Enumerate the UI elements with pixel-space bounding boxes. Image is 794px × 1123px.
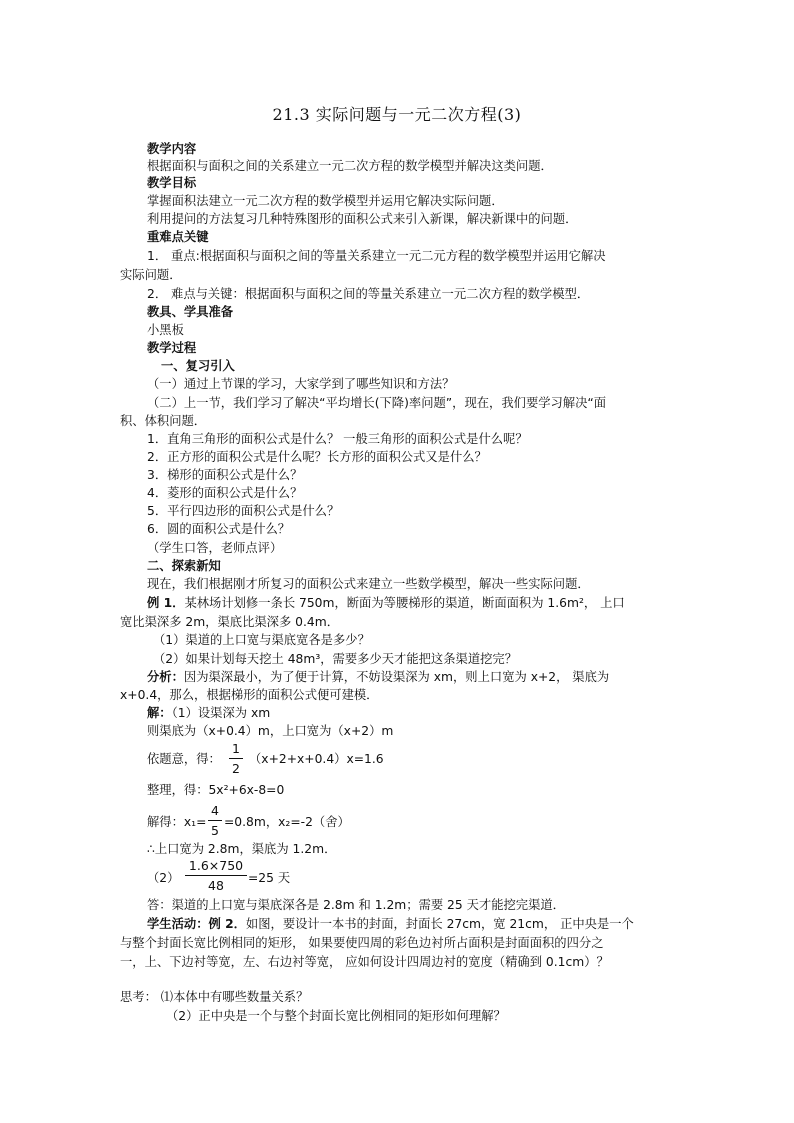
solution-label: 解： <box>147 706 172 720</box>
solution-line-5-pre: 解得：x₁= <box>147 815 207 829</box>
analysis-text-a: 因为渠深最小，为了便于计算，不妨设渠深为 xm，则上口宽为 x+2， 渠底为 <box>183 670 610 684</box>
example-1-question-1: （1）渠道的上口宽与渠底宽各是多少？ <box>153 633 370 647</box>
activity-text-a: 如图，要设计一本书的封面，封面长 27cm，宽 21cm， 正中央是一个 <box>245 917 634 931</box>
fraction-days <box>185 858 247 894</box>
tools-text: 小黑板 <box>147 323 184 337</box>
key-line-2: 2． 难点与关键：根据面积与面积之间的等量关系建立一元二次方程的数学模型． <box>147 287 590 301</box>
example-1-line-a <box>147 595 625 611</box>
solution-line-3-pre: 依题意，得： <box>147 752 221 766</box>
question-2: 2．正方形的面积公式是什么呢？长方形的面积公式又是什么？ <box>147 450 487 464</box>
fraction-denominator: 5 <box>211 823 219 838</box>
heading-review: 一、复习引入 <box>161 359 235 373</box>
example-1-label: 例 1． <box>147 596 185 610</box>
heading-tools: 教具、学具准备 <box>147 305 234 319</box>
heading-process: 教学过程 <box>147 341 197 355</box>
fraction-four-fifths <box>208 803 222 839</box>
review-line-2b: 积、体积问题． <box>120 414 207 428</box>
solution-line-3-post: （x+2+x+0.4）x=1.6 <box>249 752 384 766</box>
question-3: 3．梯形的面积公式是什么？ <box>147 468 303 482</box>
intro-text: 现在，我们根据刚才所复习的面积公式来建立一些数学模型，解决一些实际问题． <box>147 577 590 591</box>
review-line-1: （一）通过上节课的学习，大家学到了哪些知识和方法？ <box>147 377 455 391</box>
think-line-2: （2）正中央是一个与整个封面长宽比例相同的矩形如何理解？ <box>166 1009 506 1023</box>
activity-line-c: 一，上、下边衬等宽，左、右边衬等宽， 应如何设计四周边衬的宽度（精确到 0.1cm）？ <box>120 955 609 969</box>
heading-new: 二、探索新知 <box>147 559 221 573</box>
analysis-label: 分析： <box>147 670 184 684</box>
solution-line-4: 整理，得：5x²+6x-8=0 <box>147 783 285 797</box>
heading-goal: 教学目标 <box>147 176 197 190</box>
solution-line-5-post: =0.8m，x₂=-2（舍） <box>224 815 350 829</box>
solution-line-6: ∴上口宽为 2.8m，渠底为 1.2m． <box>147 842 337 856</box>
fraction-denominator: 2 <box>232 761 240 776</box>
fraction-bar <box>229 758 243 759</box>
question-4: 4．菱形的面积公式是什么？ <box>147 486 303 500</box>
heading-key: 重难点关键 <box>147 230 209 244</box>
fraction-one-half <box>229 741 243 777</box>
goal-line-1: 掌握面积法建立一元二次方程的数学模型并运用它解决实际问题． <box>147 194 504 208</box>
key-line-1b: 实际问题． <box>120 268 182 282</box>
review-line-2a: （二）上一节，我们学习了解决“平均增长(下降)率问题”，现在，我们要学习解决“面 <box>147 396 607 410</box>
analysis-line-b: x+0.4，那么，根据梯形的面积公式便可建模． <box>120 688 379 702</box>
question-5: 5．平行四边形的面积公式是什么？ <box>147 504 340 518</box>
question-1: 1．直角三角形的面积公式是什么？ 一般三角形的面积公式是什么呢？ <box>147 432 528 446</box>
question-6: 6．圆的面积公式是什么？ <box>147 522 291 536</box>
activity-label: 学生活动：例 2． <box>147 917 246 931</box>
solution-text-1: （1）设渠深为 xm <box>171 706 271 720</box>
fraction-denominator: 48 <box>208 878 224 893</box>
fraction-numerator: 4 <box>211 803 219 818</box>
solution-line-7-post: =25 天 <box>248 871 291 885</box>
example-1-text-a: 某林场计划修一条长 750m，断面为等腰梯形的渠道，断面面积为 1.6m²， 上口 <box>184 596 625 610</box>
key-line-1a: 1． 重点:根据面积与面积之间的等量关系建立一元二元方程的数学模型并运用它解决 <box>147 249 606 263</box>
activity-line-b: 与整个封面长宽比例相同的矩形， 如果要使四周的彩色边衬所占面积是封面面积的四分之 <box>120 936 604 950</box>
heading-content: 教学内容 <box>147 142 197 156</box>
question-note: （学生口答，老师点评） <box>147 541 283 555</box>
fraction-bar <box>208 820 222 821</box>
example-1-line-b: 宽比渠深多 2m，渠底比渠深多 0.4m． <box>120 615 340 629</box>
think-line-1: 思考： ⑴本体中有哪些数量关系？ <box>120 990 309 1004</box>
page-title: 21.3 实际问题与一元二次方程(3) <box>272 105 522 124</box>
activity-line-a <box>147 916 634 932</box>
answer-text: 答：渠道的上口宽与渠底深各是 2.8m 和 1.2m；需要 25 天才能挖完渠道． <box>147 898 565 912</box>
content-text: 根据面积与面积之间的关系建立一元二次方程的数学模型并解决这类问题． <box>147 159 553 173</box>
fraction-numerator: 1.6×750 <box>188 858 244 873</box>
fraction-bar <box>185 875 247 876</box>
solution-line-1 <box>147 705 270 721</box>
goal-line-2: 利用提问的方法复习几种特殊图形的面积公式来引入新课，解决新课中的问题． <box>147 212 578 226</box>
solution-line-7-pre: （2） <box>147 871 180 885</box>
solution-line-2: 则渠底为（x+0.4）m，上口宽为（x+2）m <box>147 724 394 738</box>
analysis-line-a <box>147 669 609 685</box>
example-1-question-2: （2）如果计划每天挖土 48m³，需要多少天才能把这条渠道挖完？ <box>153 652 518 666</box>
fraction-numerator: 1 <box>232 741 240 756</box>
